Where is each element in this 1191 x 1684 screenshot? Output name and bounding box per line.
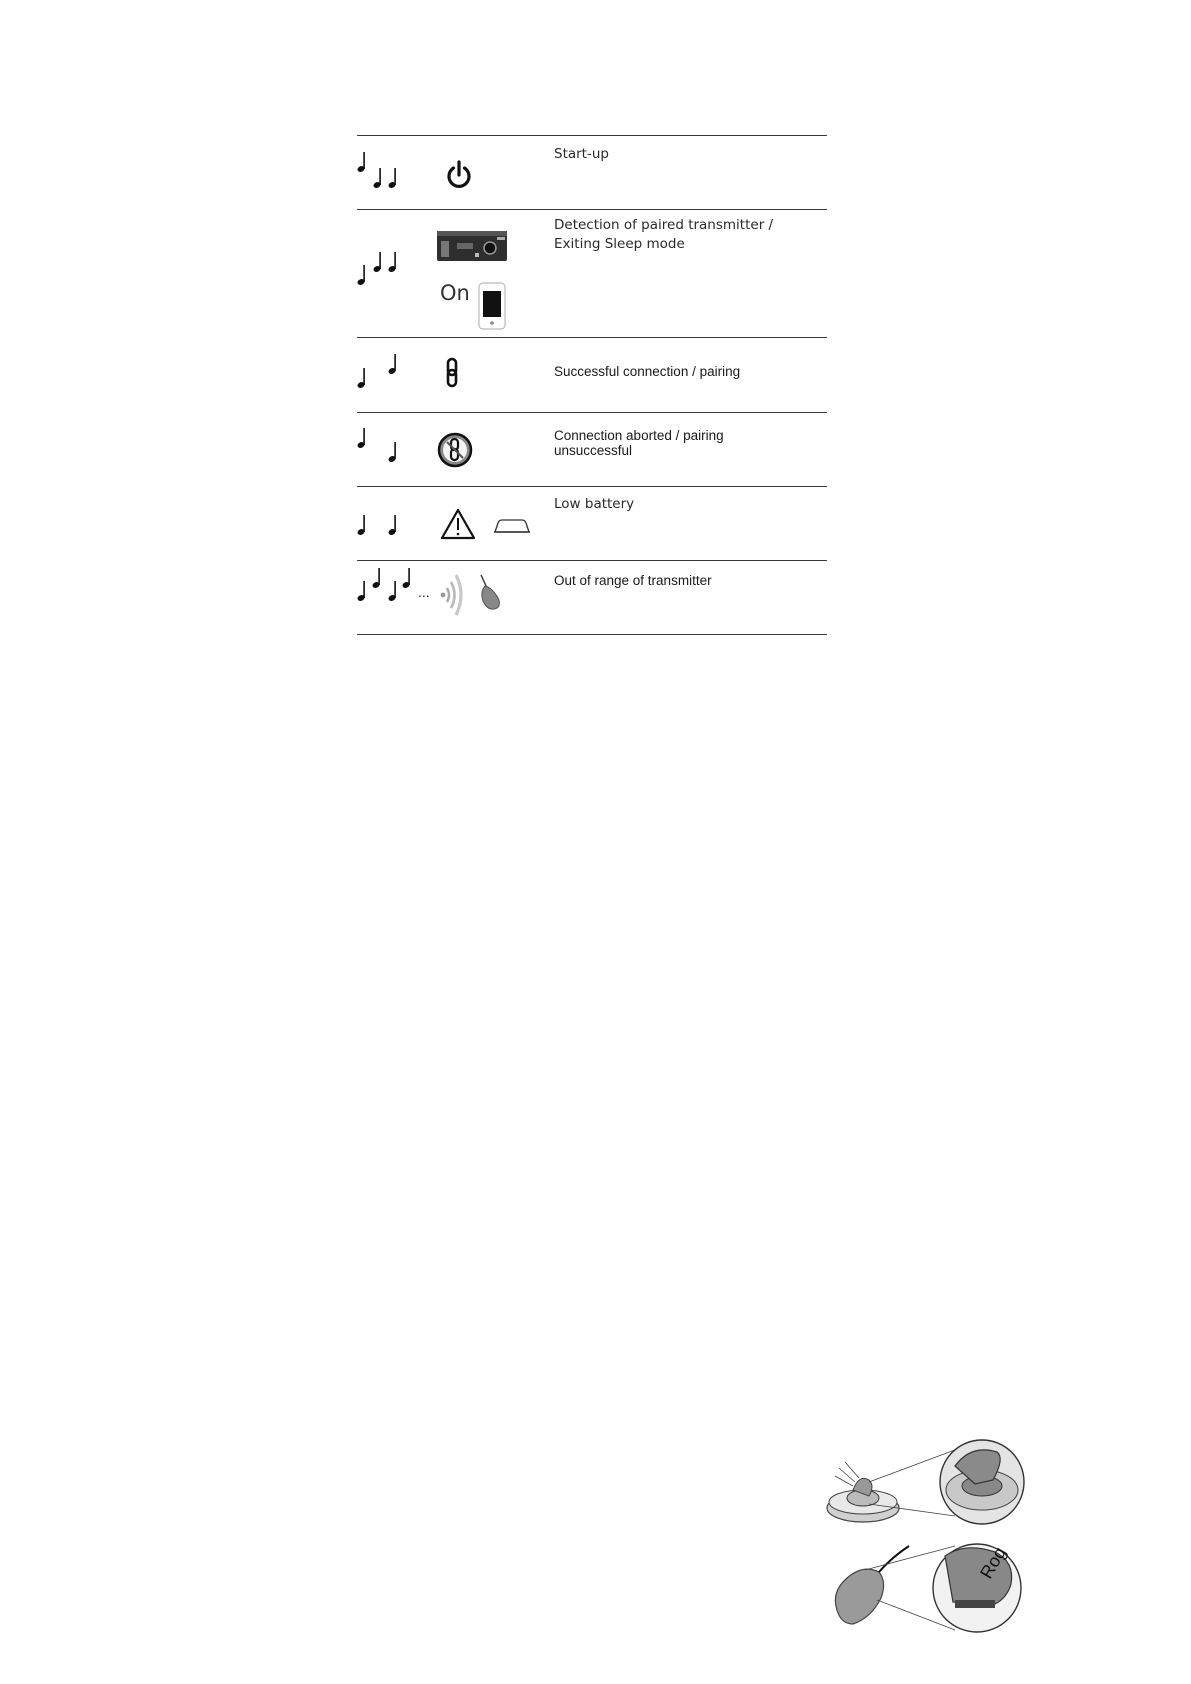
row-label: Out of range of transmitter [554, 573, 712, 588]
table-row-success [357, 337, 827, 412]
table-row-startup [357, 135, 827, 209]
row-label-line2: unsuccessful [554, 443, 633, 458]
tone-sequence-icon [357, 135, 437, 209]
table-rule [357, 634, 827, 635]
row-label [554, 428, 814, 458]
tone-sequence-icon [357, 412, 437, 486]
charger-insertion-illustration [825, 1438, 1025, 1538]
broken-link-icon [437, 412, 547, 486]
transmitter-icon [437, 209, 547, 337]
row-label: Successful connection / pairing [554, 364, 741, 379]
table-row-out-of-range [357, 560, 827, 634]
receiver-closeup-illustration [825, 1538, 1025, 1638]
row-label: Low battery [554, 496, 635, 512]
tone-sequence-icon [357, 209, 437, 337]
row-label: Start-up [554, 146, 609, 162]
ellipsis: ... [418, 584, 430, 600]
table-row-detection [357, 209, 827, 337]
battery-icon [492, 516, 532, 536]
table-row-low-battery [357, 486, 827, 560]
row-label-line1: Connection aborted / pairing [554, 428, 724, 443]
on-indicator: On [440, 281, 470, 305]
tone-sequence-icon [357, 486, 437, 560]
out-of-range-icon [437, 560, 547, 634]
tone-sequence-icon [357, 337, 437, 412]
link-icon [437, 337, 547, 412]
receiver-label: Rog [976, 1543, 1010, 1582]
row-label [554, 216, 814, 254]
row-label-line1: Detection of paired transmitter / [554, 217, 774, 233]
power-icon [437, 135, 547, 209]
table-row-aborted [357, 412, 827, 486]
row-label-line2: Exiting Sleep mode [554, 236, 685, 252]
